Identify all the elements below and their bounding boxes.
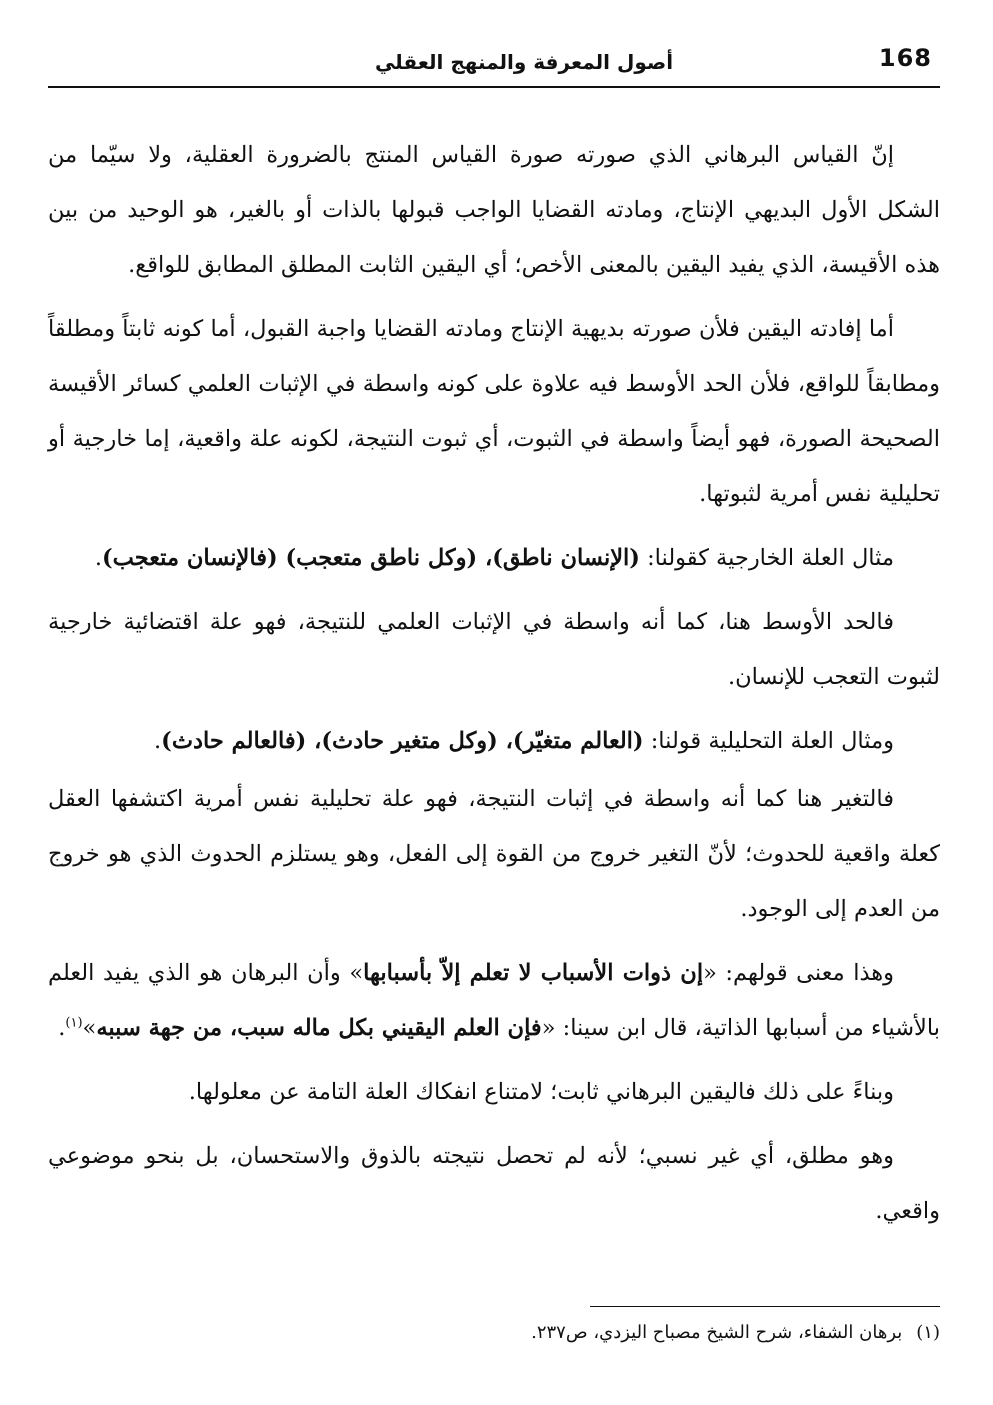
paragraph-3-lead: مثال العلة الخارجية كقولنا: (639, 545, 894, 571)
paragraph-8: وبناءً على ذلك فاليقين البرهاني ثابت؛ لامتناع انفكاك العلة التامة عن معلولها. (188, 1079, 894, 1105)
paragraph-1: إنّ القياس البرهاني الذي صورته صورة القياس المنتج بالضرورة العقلية، ولا سيّما من الشكل الأول البديهي الإنتاج، ومادته القضايا الواجب قبولها بالذات أو بالغير، هو الوحيد من بين هذه الأقيسة، الذي يفيد اليقين بالمعنى الأخص؛ أي اليقين الثابت المطلق المطابق للواقع. (48, 142, 940, 278)
paragraph-6: فالتغير هنا كما أنه واسطة في إثبات النتيجة، فهو علة تحليلية نفس أمرية اكتشفها العقل كعلة واقعية للحدوث؛ لأنّ التغير خروج من القوة إلى الفعل، وهو يستلزم الحدوث الذي هو خروج من العدم إلى الوجود. (48, 786, 940, 922)
paragraph-5-example: (العالم متغيّر)، (وكل متغير حادث)، (فالعالم حادث) (161, 728, 644, 754)
page-header (48, 38, 940, 88)
footnote-reference[interactable]: (١) (65, 1015, 83, 1031)
paragraph-4: فالحد الأوسط هنا، كما أنه واسطة في الإثبات العلمي للنتيجة، فهو علة اقتضائية خارجية لثبوت التعجب للإنسان. (48, 609, 940, 690)
paragraph-7-end: . (58, 1015, 66, 1041)
paragraph-5 (48, 714, 940, 769)
paragraph-2: أما إفادته اليقين فلأن صورته بديهية الإنتاج ومادته القضايا واجبة القبول، أما كونه ثابتاً ومطلقاً ومطابقاً للواقع، فلأن الحد الأوسط فيه علاوة على كونه واسطة في الإثبات العلمي كسائر الأقيسة الصحيحة الصورة، فهو أيضاً واسطة في الثبوت، أي ثبوت النتيجة، لكونه علة واقعية، إما خارجية أو تحليلية نفس أمرية لثبوتها. (48, 316, 940, 507)
footnote-text: برهان الشفاء، شرح الشيخ مصباح اليزدي، ص٢٣٧. (531, 1322, 903, 1343)
paragraph-7-lead: وهذا معنى قولهم: « (703, 960, 894, 986)
running-title: أصول المعرفة والمنهج العقلي (374, 50, 674, 74)
paragraph-9: وهو مطلق، أي غير نسبي؛ لأنه لم تحصل نتيجته بالذوق والاستحسان، بل بنحو موضوعي واقعي. (48, 1143, 940, 1224)
paragraph-5-tail: . (154, 728, 162, 754)
footnote-separator (590, 1306, 940, 1307)
paragraph-7-tail: » (82, 1015, 97, 1041)
paragraph-3 (48, 531, 940, 586)
body-text (48, 128, 940, 1248)
footnote (48, 1318, 940, 1348)
paragraph-3-example: (الإنسان ناطق)، (وكل ناطق متعجب) (فالإنسان متعجب) (102, 545, 640, 571)
paragraph-7-quote-1: إن ذوات الأسباب لا تعلم إلاّ بأسبابها (363, 960, 704, 986)
paragraph-5-lead: ومثال العلة التحليلية قولنا: (643, 728, 894, 754)
page-number: 168 (878, 44, 932, 72)
paragraph-3-tail: . (94, 545, 103, 571)
paragraph-7-mid: » وأن البرهان هو الذي يفيد العلم بالأشياء من أسبابها الذاتية، قال ابن سينا: « (48, 960, 940, 1041)
paragraph-7-quote-2: فإن العلم اليقيني بكل ماله سبب، من جهة سببه (96, 1015, 542, 1041)
paragraph-7 (48, 946, 940, 1056)
footnote-marker: (١) (916, 1322, 940, 1343)
